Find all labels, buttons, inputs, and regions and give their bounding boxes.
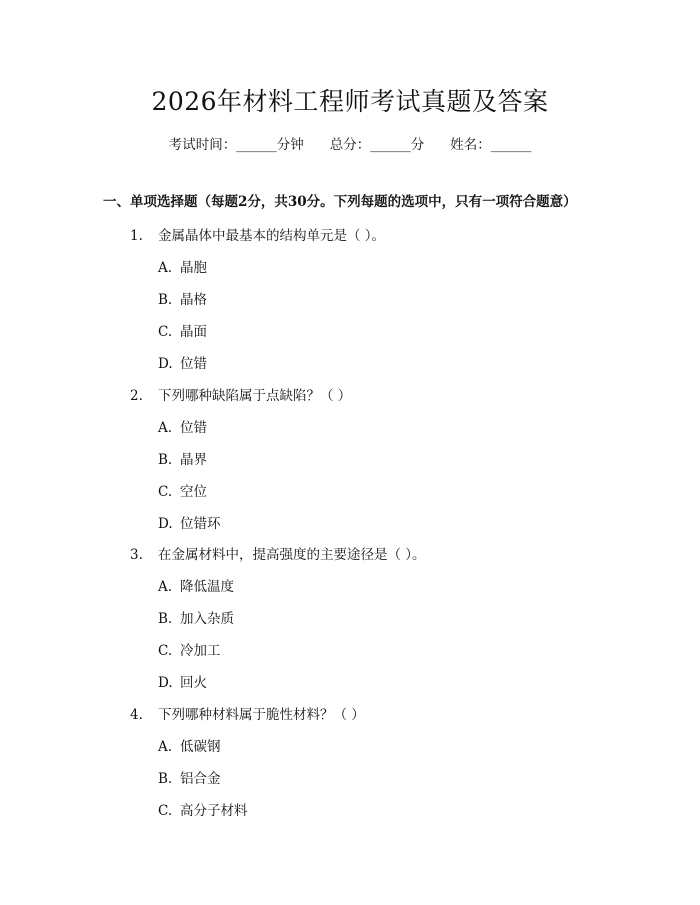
option-letter: C. [158, 324, 173, 340]
option-4c [158, 799, 248, 819]
option-letter: A. [158, 260, 173, 276]
option-letter: D. [158, 516, 173, 532]
section-heading: 一、单项选择题（每题2分，共30分。下列每题的选项中，只有一项符合题意） [103, 194, 577, 210]
option-letter: D. [158, 675, 173, 691]
option-text: 加入杂质 [180, 611, 234, 627]
exam-name: 姓名：______ [450, 137, 532, 153]
option-3d [158, 671, 207, 691]
option-2a [158, 416, 207, 436]
option-letter: A. [158, 579, 173, 595]
option-text: 冷加工 [180, 643, 221, 659]
option-text: 降低温度 [180, 579, 234, 595]
question-3 [130, 543, 426, 563]
option-text: 空位 [180, 484, 207, 500]
question-number: 4. [130, 707, 143, 723]
exam-score: 总分：______分 [329, 137, 425, 153]
option-letter: A. [158, 420, 173, 436]
exam-time: 考试时间：______分钟 [168, 137, 304, 153]
option-text: 位错 [180, 356, 207, 372]
option-text: 铝合金 [180, 771, 221, 787]
exam-meta [0, 133, 700, 153]
option-4b [158, 767, 221, 787]
option-text: 回火 [180, 675, 207, 691]
question-4 [130, 703, 365, 723]
option-1b [158, 288, 207, 308]
option-letter: B. [158, 611, 173, 627]
option-2b [158, 448, 207, 468]
option-text: 位错环 [180, 516, 221, 532]
question-number: 2. [130, 388, 143, 404]
question-text: 下列哪种缺陷属于点缺陷？（ ） [158, 388, 352, 404]
option-4a [158, 735, 221, 755]
option-text: 位错 [180, 420, 207, 436]
option-text: 高分子材料 [180, 803, 248, 819]
option-1c [158, 320, 207, 340]
question-text: 在金属材料中，提高强度的主要途径是（ ）。 [158, 547, 426, 563]
question-number: 3. [130, 547, 143, 563]
option-text: 低碳钢 [180, 739, 221, 755]
option-letter: C. [158, 803, 173, 819]
question-1 [130, 224, 385, 244]
question-text: 金属晶体中最基本的结构单元是（ ）。 [158, 228, 386, 244]
option-1d [158, 352, 207, 372]
question-2 [130, 384, 351, 404]
option-2d [158, 512, 221, 532]
option-3c [158, 639, 221, 659]
option-2c [158, 480, 207, 500]
question-number: 1. [130, 228, 143, 244]
document-title: 2026年材料工程师考试真题及答案 [151, 87, 549, 116]
option-letter: B. [158, 771, 173, 787]
option-letter: C. [158, 643, 173, 659]
option-letter: B. [158, 452, 173, 468]
option-letter: B. [158, 292, 173, 308]
option-1a [158, 256, 207, 276]
option-text: 晶格 [180, 292, 207, 308]
option-text: 晶胞 [180, 260, 207, 276]
option-text: 晶面 [180, 324, 207, 340]
option-text: 晶界 [180, 452, 207, 468]
option-letter: C. [158, 484, 173, 500]
question-text: 下列哪种材料属于脆性材料？（ ） [158, 707, 365, 723]
option-letter: D. [158, 356, 173, 372]
option-3b [158, 607, 234, 627]
option-letter: A. [158, 739, 173, 755]
option-3a [158, 575, 234, 595]
